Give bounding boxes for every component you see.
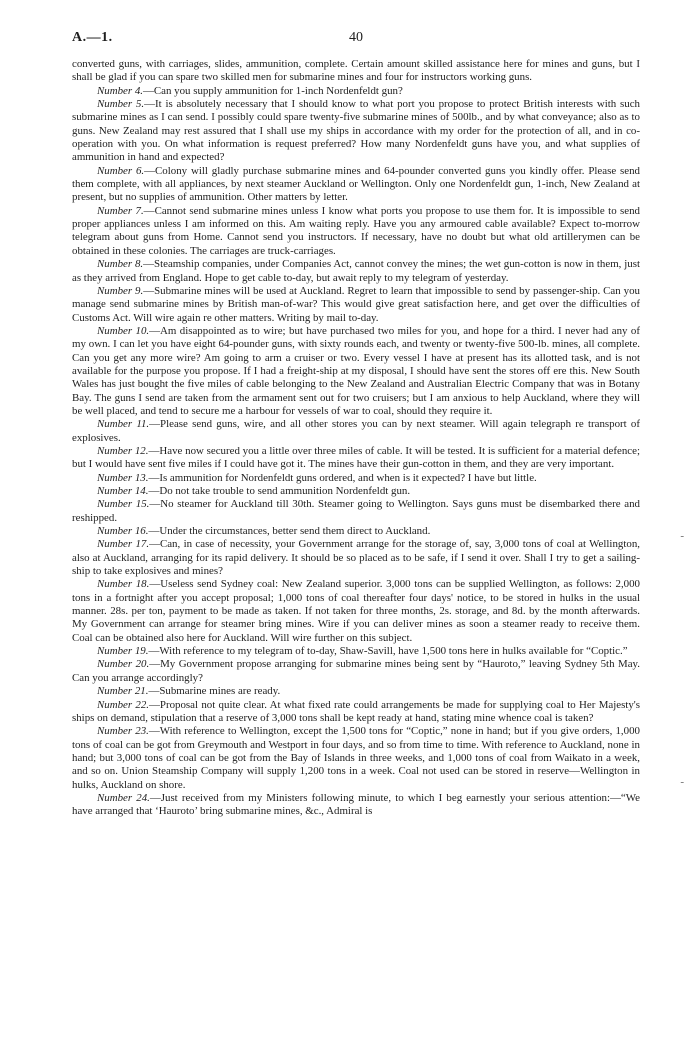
telegram-text: —Am disappointed as to wire; but have purchased two miles for you, and hope for a third. I never had any of my own. I can let you have eight 64-pounder guns, with sixty rounds each, and twenty or twenty-five 500-lb. mines, all complete. Can you get any more wire? Am going to arm a cruiser or two. Every vessel I have at present has its allotted task, and is not available for the purpose you propose. If I had a freight-ship at my disposal, I should have sent the stores off ere this. New South Wales has just bought the five miles of cable belonging to the New Zealand and Australian Electric Company that was in Botany Bay. The guns I send are taken from the armament sent out for two cruisers; but I am anxious to help Auckland, where they will be well placed, and tend to secure me a harbour for vessels of war to coal, should they require it. [72, 324, 640, 417]
telegram-text: —Steamship companies, under Companies Act, cannot convey the mines; the wet gun-cotton is now in them, just as they arrived from England. Hope to get cable to-day, but await reply to my telegram of yesterday. [72, 258, 641, 284]
paragraph [72, 205, 640, 258]
telegram-text: —It is absolutely necessary that I should know to what port you propose to protect British interests with such submarine mines as I can send. I possibly could spare twenty-five submarine mines of 500lb., and by what conveyance; also as to guns. New Zealand may rest assured that I shall use my ships in accordance with my order for the protection of all, and in co-operation with you. On what information is request preferred? How many Nordenfeldt guns have you, and what supplies of ammunition in hand and expected? [72, 98, 641, 164]
telegram-number: Number 10. [97, 324, 150, 337]
telegram-number: Number 12. [97, 444, 149, 457]
paragraph [72, 645, 640, 658]
paragraph [72, 418, 640, 445]
telegram-number: Number 7. [97, 204, 144, 217]
telegram-number: Number 6. [97, 164, 145, 177]
paragraph [72, 98, 640, 165]
paragraph [72, 258, 640, 285]
telegram-text: —Can you supply ammunition for 1-inch Nordenfeldt gun? [142, 84, 403, 97]
telegram-number: Number 20. [97, 658, 150, 671]
telegram-text: —With reference to my telegram of to-day, Shaw-Savill, have 1,500 tons here in hulks available for “Coptic.” [148, 645, 628, 658]
paragraph [72, 485, 640, 498]
telegram-number: Number 14. [97, 485, 149, 497]
telegram-number: Number 16. [97, 525, 149, 538]
telegram-number: Number 19. [97, 645, 149, 658]
paragraph [72, 58, 640, 85]
telegram-text: —With reference to Wellington, except the 1,500 tons for “Coptic,” none in hand; but if you give orders, 1,000 tons of coal can be got from Greymouth and Westport in four days, and so from time to time. With reference to Auckland, none in hand; but 3,000 tons of coal can be got from the Bay of Islands in three weeks, and 1,000 tons of coal from Waikato in a week, and so on. Union Steamship Company will supply 1,200 tons in a week. Coal not used can be stored in reserve—Wellington in hulks, Auckland on shore. [72, 725, 640, 791]
telegram-text: —Proposal not quite clear. At what fixed rate could arrangements be made for supplying coal to Her Majesty's ships on demand, stipulation that a reserve of 3,000 tons shall be kept ready at hand, stating mine whence coal is taken? [72, 698, 640, 724]
margin-mark: ‑ [680, 530, 684, 542]
document-reference: A.—1. [72, 30, 113, 45]
telegram-number: Number 17. [97, 538, 150, 551]
telegram-number: Number 8. [97, 258, 144, 271]
telegram-text: —Is ammunition for Nordenfeldt guns ordered, and when is it expected? I have but little. [148, 471, 537, 484]
telegram-number: Number 13. [97, 471, 149, 484]
margin-mark: ‑ [680, 776, 684, 788]
telegram-text: —Please send guns, wire, and all other stores you can by next steamer. Will again telegraph re transport of explosives. [72, 418, 640, 444]
paragraph [72, 725, 640, 792]
telegram-number: Number 9. [97, 284, 144, 297]
telegram-number: Number 23. [97, 725, 149, 738]
telegram-text: —Under the circumstances, better send them direct to Auckland. [148, 525, 431, 538]
telegram-text: —Colony will gladly purchase submarine mines and 64-pounder converted guns you kindly offer. Please send them complete, with all appliances, by next steamer Auckland or Wellington. Only one Nordenfeldt gun, 1-inch, New Zealand at present, but no supplies of ammunition. Other matters by letter. [72, 164, 640, 204]
paragraph [72, 472, 640, 485]
paragraph [72, 538, 640, 578]
paragraph [72, 658, 640, 685]
paragraph [72, 792, 640, 819]
telegram-number: Number 4. [97, 84, 143, 97]
telegram-text: —Useless send Sydney coal: New Zealand superior. 3,000 tons can be supplied Wellington, as follows: 2,000 tons in a fortnight after you accept proposal; 1,000 tons of coal thereafter four days' notice, to be stored in hulks in the usual manner. 28s. per ton, payment to be made as taken. If not taken for three months, 2s. storage, and 8d. by the month afterwards. My Government can arrange for steamer bring mines. Wire if you can deliver mines as soon a steamer ready to receive them. Coal can be obtained also here for Auckland. Will wire further on this subject. [72, 578, 641, 644]
telegram-text: —No steamer for Auckland till 30th. Steamer going to Wellington. Says guns must be disembarked there and reshipped. [72, 498, 640, 524]
body-text [72, 58, 640, 819]
telegram-number: Number 22. [97, 698, 150, 711]
telegram-text: —Just received from my Ministers following minute, to which I beg earnestly your serious attention:—“We have arranged that ‘Hauroto’ bring submarine mines, &c., Admiral is [72, 791, 640, 818]
paragraph [72, 85, 640, 98]
paragraph [72, 699, 640, 726]
page-number: 40 [349, 30, 363, 45]
telegram-number: Number 18. [97, 578, 150, 591]
paragraph [72, 285, 640, 325]
page-header [72, 30, 640, 50]
telegram-text: —Submarine mines will be used at Auckland. Regret to learn that impossible to send by passenger-ship. Can you manage send submarine mines by British man-of-war? This would give great satisfaction here, and get over the difficulties of Customs Act. Will wire again re other matters. Writing by mail to-day. [72, 284, 640, 324]
paragraph [72, 445, 640, 472]
telegram-text: —Can, in case of necessity, your Government arrange for the storage of, say, 3,000 tons of coal at Wellington, also at Auckland, arranging for its rapid delivery. It should be so placed as to be safe, if I send it over. Shall I try to get a sailing-ship to take explosives and mines? [72, 538, 640, 578]
telegram-text: —My Government propose arranging for submarine mines being sent by “Hauroto,” leaving Sydney 5th May. Can you arrange accordingly? [72, 658, 640, 684]
telegram-text: converted guns, with carriages, slides, ammunition, complete. Certain amount skilled assistance here for mines and guns, but I shall be glad if you can spare two skilled men for submarine mines and four for instructors working guns. [72, 58, 640, 84]
telegram-number: Number 11. [97, 418, 150, 431]
telegram-text: —Do not take trouble to send ammunition Nordenfeldt gun. [148, 485, 411, 497]
paragraph [72, 685, 640, 698]
paragraph [72, 525, 640, 538]
telegram-number: Number 5. [97, 98, 145, 111]
paragraph [72, 498, 640, 525]
paragraph [72, 578, 640, 645]
paragraph [72, 165, 640, 205]
telegram-text: —Have now secured you a little over three miles of cable. It will be tested. It is sufficient for a material defence; but I would have sent five miles if I could have got it. The mines have their gun-cotton in them, and they are very important. [72, 444, 640, 471]
telegram-number: Number 21. [97, 685, 149, 698]
telegram-number: Number 15. [97, 498, 150, 511]
telegram-number: Number 24. [97, 791, 150, 804]
paragraph [72, 325, 640, 418]
telegram-text: —Submarine mines are ready. [148, 685, 281, 698]
telegram-text: —Cannot send submarine mines unless I know what ports you propose to use them for. It is impossible to send proper appliances unless I am informed on this. Am waiting reply. Have you any armoured cable available? Expect to-morrow telegram about guns from Home. Cannot send you instructors. If necessary, have no doubt but what old artillerymen can be obtained in these colonies. The carriages are truck-carriages. [72, 204, 641, 257]
